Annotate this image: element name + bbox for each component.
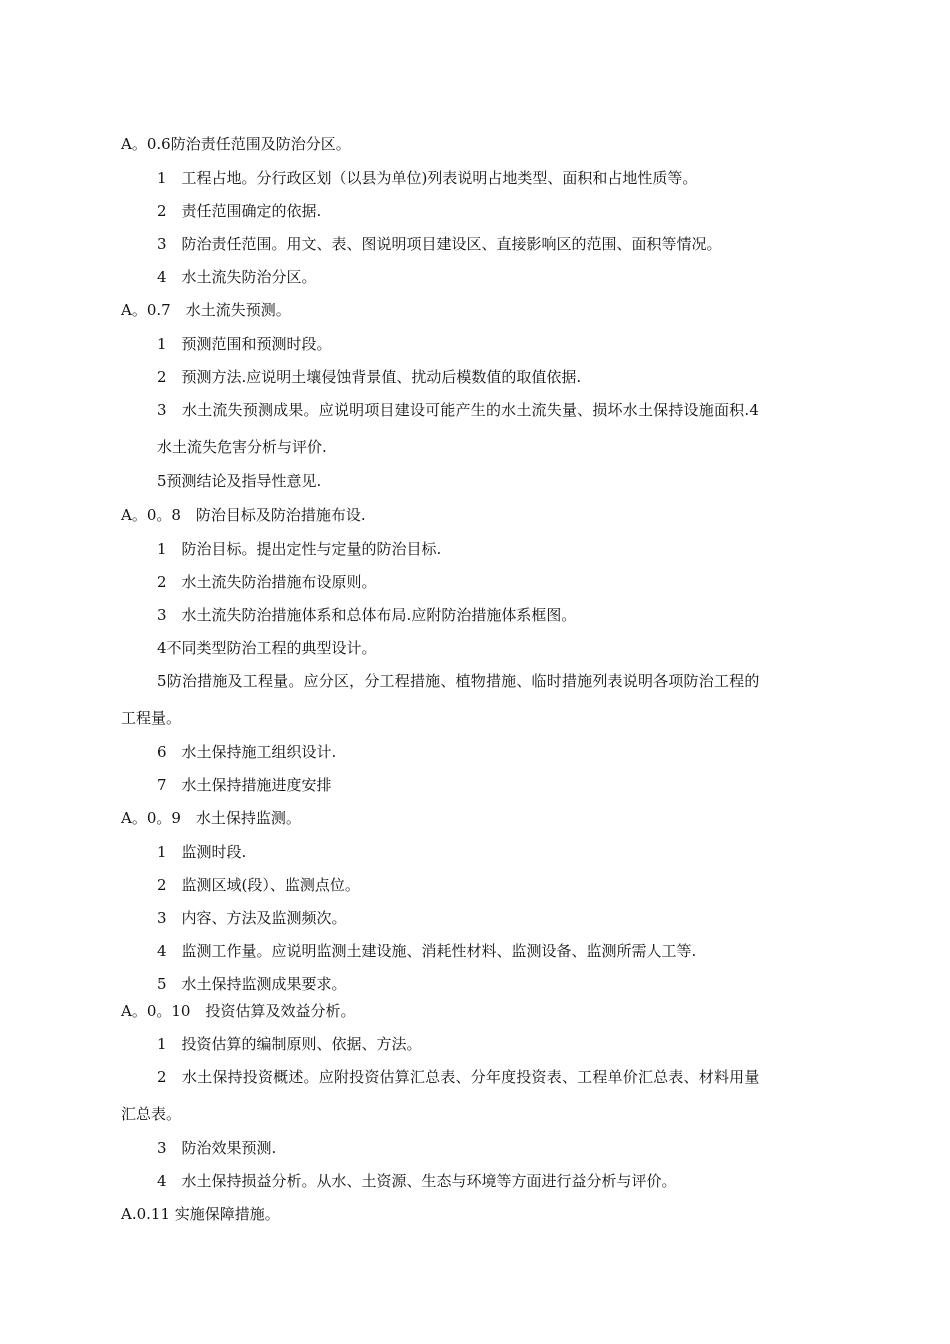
list-item: 3 防治责任范围。用文、表、图说明项目建设区、直接影响区的范围、面积等情况。 [157,235,722,253]
list-item: 1 投资估算的编制原则、依据、方法。 [157,1035,422,1053]
list-item: 4 水土流失防治分区。 [157,268,317,286]
list-item: 4 水土保持损益分析。从水、土资源、生态与环境等方面进行益分析与评价。 [157,1172,677,1190]
list-item: 3 防治效果预测. [157,1139,277,1157]
section-heading: A。0.7 水土流失预测。 [121,301,291,319]
section-heading: A。0。9 水土保持监测。 [121,809,301,827]
list-item: 4不同类型防治工程的典型设计。 [157,639,377,657]
list-item: 2 水土流失防治措施布设原则。 [157,573,377,591]
list-item-continuation: 水土流失危害分析与评价. [157,438,327,456]
list-item: 1 防治目标。提出定性与定量的防治目标. [157,540,442,558]
list-item: 1 监测时段. [157,843,247,861]
section-heading: A.0.11 实施保障措施。 [121,1205,280,1223]
list-item: 5预测结论及指导性意见. [157,472,322,490]
list-item: 3 水土流失防治措施体系和总体布局.应附防治措施体系框图。 [157,606,577,624]
list-item: 4 监测工作量。应说明监测土建设施、消耗性材料、监测设备、监测所需人工等. [157,942,697,960]
list-item: 5防治措施及工程量。应分区，分工程措施、植物措施、临时措施列表说明各项防治工程的 [157,672,760,690]
list-item: 2 监测区域(段）、监测点位。 [157,876,360,894]
list-item: 5 水土保持监测成果要求。 [157,975,347,993]
list-item: 3 内容、方法及监测频次。 [157,909,347,927]
list-item: 6 水土保持施工组织设计. [157,743,337,761]
list-item: 1 预测范围和预测时段。 [157,335,332,353]
list-item: 1 工程占地。分行政区划（以县为单位)列表说明占地类型、面积和占地性质等。 [157,169,698,187]
section-heading: A。0。10 投资估算及效益分析。 [121,1002,356,1020]
list-item: 2 责任范围确定的依据. [157,202,322,220]
list-item-continuation: 汇总表。 [121,1105,182,1123]
list-item: 3 水土流失预测成果。应说明项目建设可能产生的水土流失量、损坏水土保持设施面积.4 [157,401,760,419]
section-heading: A。0.6防治责任范围及防治分区。 [121,135,351,153]
list-item: 2 水土保持投资概述。应附投资估算汇总表、分年度投资表、工程单价汇总表、材料用量 [157,1068,760,1086]
list-item: 7 水土保持措施进度安排 [157,776,332,794]
list-item: 2 预测方法.应说明土壤侵蚀背景值、扰动后模数值的取值依据. [157,368,582,386]
section-heading: A。0。8 防治目标及防治措施布设. [121,506,366,524]
list-item-continuation: 工程量。 [121,709,182,727]
